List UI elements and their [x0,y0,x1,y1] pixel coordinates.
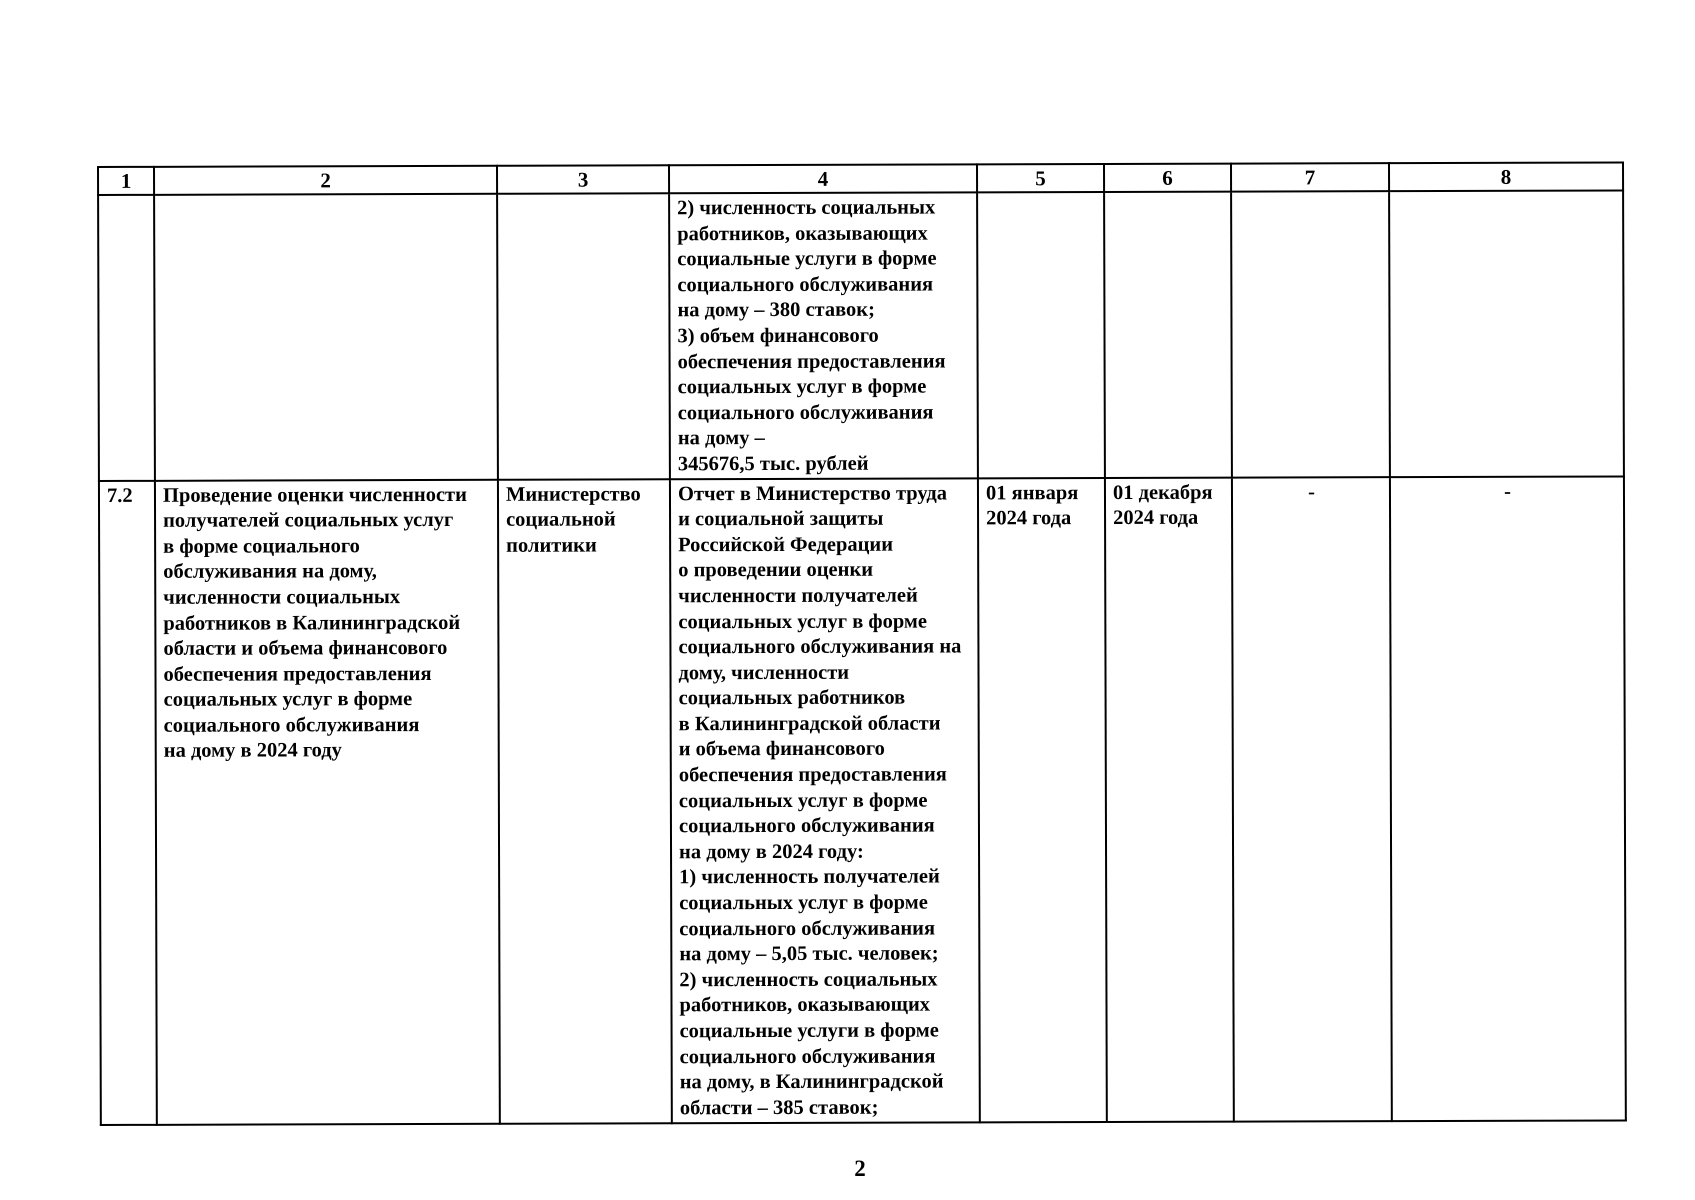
cell-col-7: - [1232,477,1392,1121]
cell-start-date [977,192,1105,478]
cell-number: 7.2 [99,480,157,1124]
cell-measure [154,194,498,481]
table-header-row [98,162,1623,195]
cell-end-date: 01 декабря 2024 года [1105,477,1234,1121]
cell-col-7 [1231,191,1390,477]
cell-responsible: Министерство социальной политики [498,479,672,1124]
cell-measure: Проведение оценки численности получателей социальных услуг в форме социального обслуживания на дому, численности социальных работников в Калининградской области и объема финансового обеспечения предоставления социальных услуг в форме социального обслуживания на дому в 2024 году [155,479,500,1124]
cell-responsible [497,193,670,479]
header-col-2: 2 [154,166,497,195]
table-row-7-2 [99,476,1626,1125]
header-col-1: 1 [98,167,154,195]
header-col-5: 5 [977,164,1104,192]
header-col-6: 6 [1104,164,1231,192]
table-row-continuation [98,190,1624,480]
cell-start-date: 01 января 2024 года [978,478,1107,1122]
cell-col-8: - [1390,476,1626,1121]
cell-col-8 [1389,190,1624,476]
page-number: 2 [854,1156,866,1181]
header-col-7: 7 [1231,163,1389,191]
cell-result: 2) численность социальных работников, оказывающих социальные услуги в форме социального обслуживания на дому – 380 ставок; 3) объем финансового обеспечения предоставления социальных услуг в форме социального обслуживания на дому – 345676,5 тыс. рублей [669,192,978,478]
header-col-4: 4 [669,164,977,193]
header-col-8: 8 [1389,162,1623,191]
header-col-3: 3 [497,165,669,194]
plan-table [97,161,1627,1125]
cell-result: Отчет в Министерство труда и социальной защиты Российской Федерации о проведении оценки численности получателей социальных услуг в форме социального обслуживания на дому, численности социальных работников в Калининградской области и объема финансового обеспечения предоставления социальных услуг в форме социального обслуживания на дому в 2024 году: 1) численность получателей социальных услуг в форме социального обслуживания на дому – 5,05 тыс. человек; 2) численность социальных работников, оказывающих социальные услуги в форме социального обслуживания на дому, в Калининградской области – 385 ставок; [670,478,980,1123]
cell-number [98,195,155,481]
cell-end-date [1104,192,1232,478]
